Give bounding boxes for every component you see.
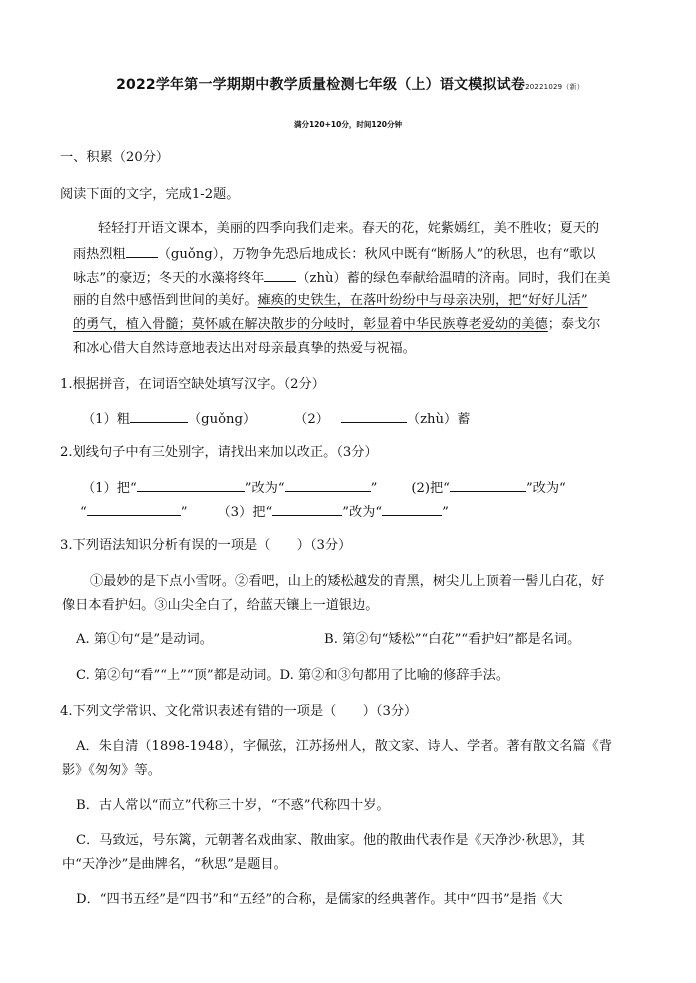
fill-blank-2[interactable] xyxy=(264,268,296,282)
question-1-stem: 1.根据拼音，在词语空缺处填写汉字。（2分） xyxy=(60,377,325,392)
quote-mark: ” xyxy=(180,505,188,520)
question-3-option-cd: C. 第②句“看”“上”“顶”都是动词。D. 第②和③句都用了比喻的修辞手法。 xyxy=(76,668,510,683)
answer-label: （1）粗 xyxy=(82,412,130,427)
answer-blank-1[interactable] xyxy=(130,409,188,423)
question-4-stem: 4.下列文学常识、文化常识表述有错的一项是（ ）（3分） xyxy=(60,704,418,719)
question-4-option-c-line-2: 中“天净沙”是曲牌名，“秋思”是题目。 xyxy=(62,857,287,872)
question-2-row-1 xyxy=(82,478,566,498)
title-text: 2022学年第一学期期中教学质量检测七年级（上）语文模拟试卷 xyxy=(116,77,526,93)
question-3-text-1: ①最妙的是下点小雪呀。②看吧，山上的矮松越发的青黑，树尖儿上顶着一髻儿白花，好 xyxy=(90,574,605,589)
passage-text: （zhù）蓄的绿色奉献给温晴的济南。同时，我们在美 xyxy=(296,271,611,286)
passage-line-1: 轻轻打开语文课本，美丽的四季向我们走来。春天的花，姹紫嫣红，美不胜收；夏天的 xyxy=(98,221,600,236)
answer-label: ”改为“ xyxy=(244,481,285,496)
answer-blank-7[interactable] xyxy=(272,502,342,516)
passage-text: 咏志”的豪迈；冬天的水藻将终年 xyxy=(73,271,265,286)
answer-blank-8[interactable] xyxy=(382,502,442,516)
answer-blank-6[interactable] xyxy=(87,502,181,516)
answer-label: ”改为“ xyxy=(342,505,383,520)
underlined-sentence: 瘫痪的史铁生，在落叶纷纷中与母亲决别，把“好好儿活” xyxy=(257,293,588,308)
question-4-option-b: B．古人常以“而立”代称三十岁，“不惑”代称四十岁。 xyxy=(76,798,390,813)
answer-blank-4[interactable] xyxy=(285,478,371,492)
passage-text: 丽的自然中感悟到世间的美好。 xyxy=(73,293,258,308)
question-3-option-a: A. 第①句“是”是动词。 xyxy=(76,632,213,647)
answer-blank-3[interactable] xyxy=(137,478,245,492)
question-2-row-2 xyxy=(80,502,449,522)
question-4-option-c-line-1: C．马致远，号东篱，元朝著名戏曲家、散曲家。他的散曲代表作是《天净沙·秋思》，其 xyxy=(76,833,585,848)
question-4-option-a-line-2: 影》《匆匆》等。 xyxy=(62,763,161,778)
answer-label: ”改为“ xyxy=(525,481,566,496)
question-3-option-b: B. 第②句“矮松”“白花”“看护妇”都是名词。 xyxy=(324,632,581,647)
passage-line-5 xyxy=(73,316,601,334)
reading-instruction: 阅读下面的文字，完成1-2题。 xyxy=(60,187,240,202)
pinyin-label: （zhù）蓄 xyxy=(406,412,471,427)
answer-label: （1）把“ xyxy=(82,481,137,496)
pinyin-label: （guǒng） xyxy=(187,412,257,427)
passage-line-4 xyxy=(73,292,588,310)
passage-text: ；泰戈尔 xyxy=(547,317,601,332)
underlined-sentence: 的勇气，植入骨髓；莫怀戚在解决散步的分岐时，彰显着中华民族尊老爱幼的美德 xyxy=(73,317,548,332)
passage-line-6: 和冰心借大自然诗意地表达出对母亲最真挚的热爱与祝福。 xyxy=(73,341,416,356)
title-date-tag: 20221029（新） xyxy=(525,83,584,91)
question-4-option-d-line-1: D．“四书五经”是“四书”和“五经”的合称，是儒家的经典著作。其中“四书”是指《大 xyxy=(76,892,563,907)
passage-text: （guǒng），万物争先恐后地成长：秋风中既有“断肠人”的秋思，也有“歌以 xyxy=(157,247,596,262)
exam-subtitle: 满分120+10分，时间120分钟 xyxy=(293,120,403,129)
question-3-stem: 3.下列语法知识分析有误的一项是（ ）（3分） xyxy=(60,538,352,553)
answer-blank-2[interactable] xyxy=(341,409,407,423)
answer-label: （3）把“ xyxy=(217,505,273,520)
answer-blank-5[interactable] xyxy=(450,478,526,492)
quote-mark: ” xyxy=(442,505,449,520)
exam-title xyxy=(40,74,660,94)
question-4-option-a-line-1: A．朱自清（1898-1948），字佩弦，江苏扬州人，散文家、诗人、学者。著有散文名篇《背 xyxy=(76,739,613,754)
passage-line-3 xyxy=(73,268,610,288)
section-heading: 一、积累（20分） xyxy=(60,150,170,165)
question-1-answers xyxy=(82,409,470,429)
quote-mark: ” xyxy=(370,481,378,496)
passage-text: 雨热烈粗 xyxy=(73,247,126,262)
answer-label: (2)把“ xyxy=(411,481,450,496)
passage-line-2 xyxy=(73,244,596,264)
quote-mark: “ xyxy=(80,505,87,520)
fill-blank-1[interactable] xyxy=(126,244,158,258)
answer-label: （2） xyxy=(294,412,329,427)
question-3-text-2: 像日本看护妇。③山尖全白了，给蓝天镶上一道银边。 xyxy=(62,598,379,613)
question-2-stem: 2.划线句子中有三处别字，请找出来加以改正。（3分） xyxy=(60,445,378,460)
